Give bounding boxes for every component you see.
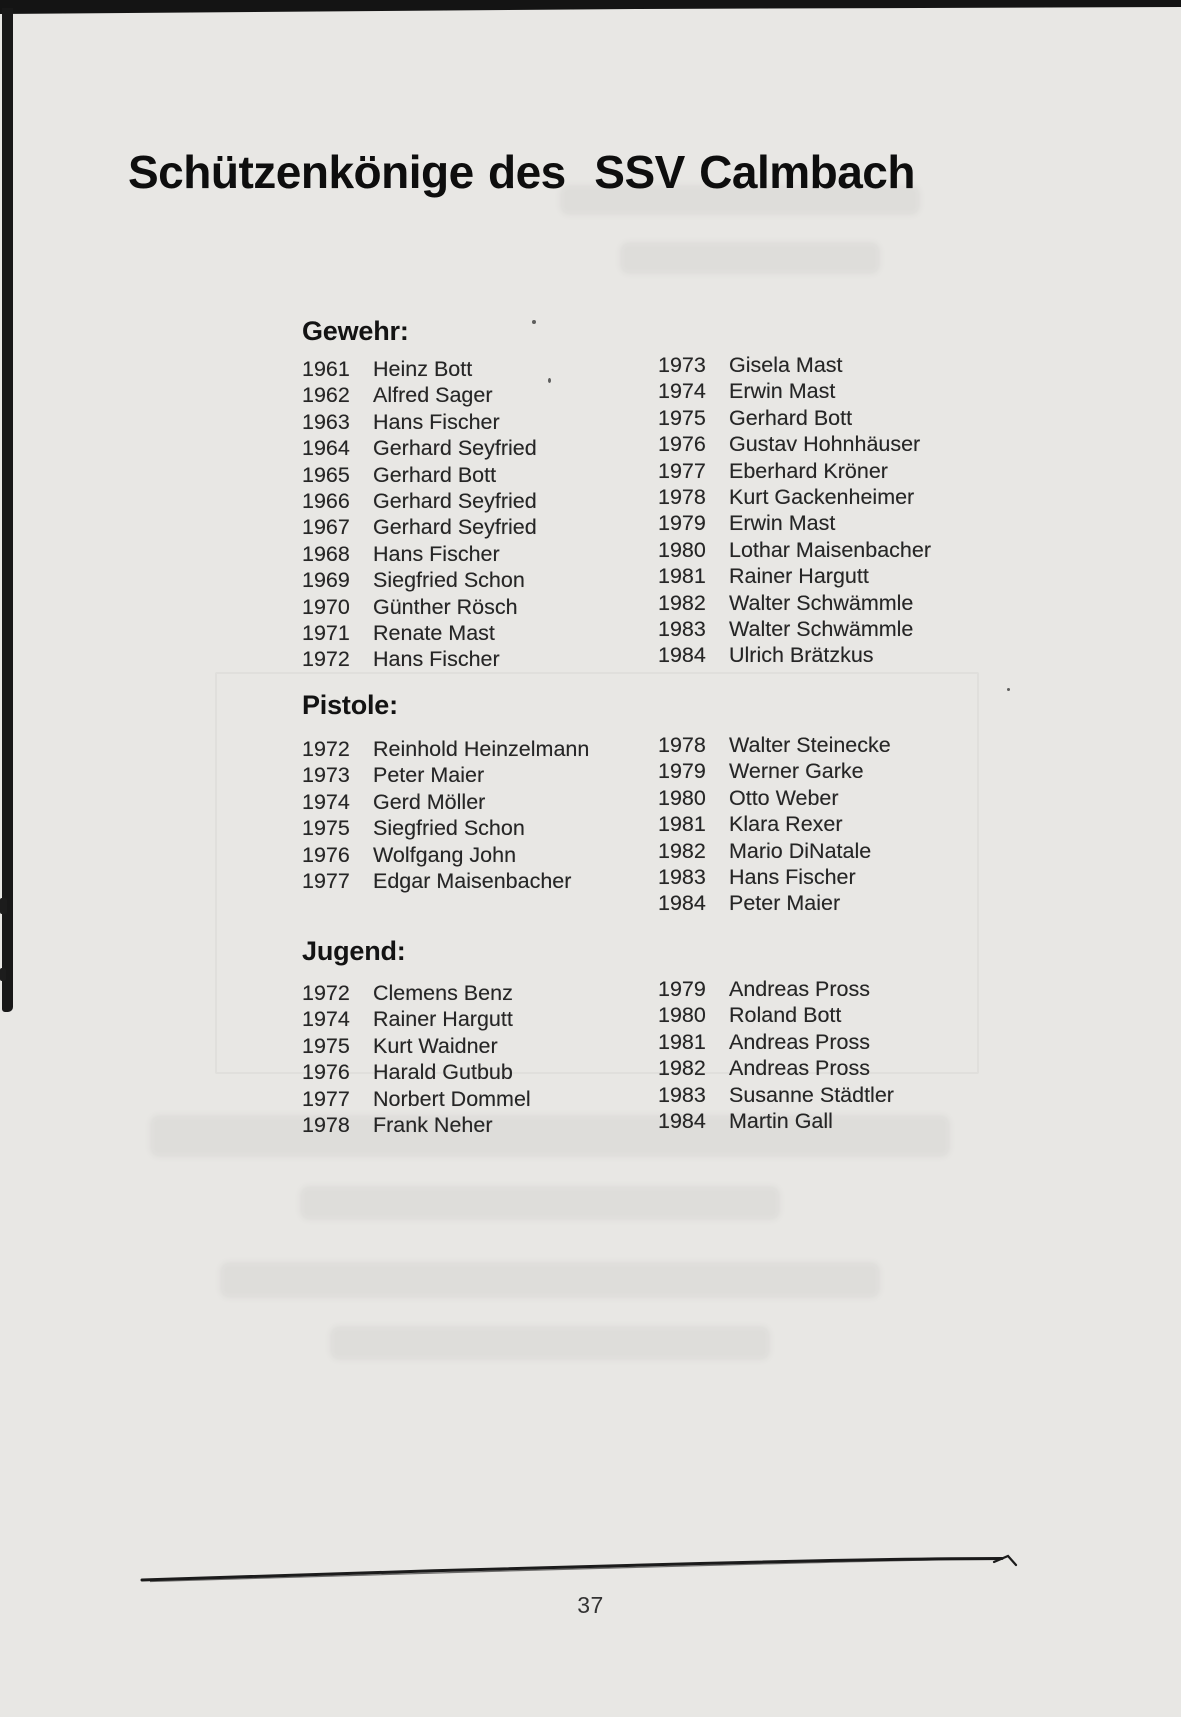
winner-year: 1984 [658,1109,706,1134]
winner-year: 1973 [302,763,350,788]
winner-row [658,431,1058,457]
winner-row [658,864,1058,890]
winner-year: 1966 [302,489,350,514]
winner-year: 1984 [658,891,706,916]
winner-name: Frank Neher [373,1113,493,1138]
winner-name: Gerhard Seyfried [373,436,537,461]
winner-name: Erwin Mast [729,511,836,536]
winner-name: Renate Mast [373,621,495,646]
winner-row [658,616,1058,642]
scan-edge-left-strip [2,8,13,1012]
winner-name: Kurt Waidner [373,1033,498,1058]
winner-name: Peter Maier [729,891,841,916]
winner-name: Gisela Mast [729,353,843,377]
winner-row [658,510,1058,536]
winner-row [302,1033,642,1059]
winner-row [658,484,1058,510]
scan-edge-mark [0,968,6,981]
winner-name: Walter Schwämmle [729,590,914,615]
winner-row [302,620,642,646]
winner-year: 1975 [302,1033,350,1058]
winner-year: 1961 [302,357,350,381]
winner-row [658,838,1058,864]
winner-row [302,409,642,435]
winner-name: Mario DiNatale [729,838,872,863]
winner-name: Siegfried Schon [373,568,525,593]
winner-name: Reinhold Heinzelmann [373,737,590,761]
winner-row [302,646,642,672]
winner-year: 1980 [658,785,706,810]
winner-year: 1972 [302,647,350,672]
winner-year: 1965 [302,462,350,487]
winner-name: Martin Gall [729,1109,833,1134]
winner-name: Andreas Pross [729,1029,871,1054]
winner-row [658,1055,1058,1081]
winner-year: 1979 [658,511,706,536]
winner-name: Heinz Bott [373,357,473,381]
scan-edge-top-bar [0,0,1181,14]
winner-name: Günther Rösch [373,594,518,619]
winner-year: 1984 [658,643,706,668]
winner-year: 1972 [302,737,350,761]
winner-row [658,642,1058,668]
winner-year: 1977 [302,1086,350,1111]
winners-column-left [302,736,642,894]
winner-year: 1975 [658,405,706,430]
winner-name: Gerhard Bott [729,405,853,430]
winner-name: Gerhard Bott [373,462,497,487]
winner-row [658,405,1058,431]
winner-name: Rainer Hargutt [729,564,869,589]
winner-name: Norbert Dommel [373,1086,531,1111]
section-heading: Pistole: [302,690,398,720]
winner-row [302,435,642,461]
bleed-through-artifact [220,1262,880,1298]
winner-year: 1976 [658,432,706,457]
winner-row [302,541,642,567]
winner-year: 1964 [302,436,350,461]
winner-year: 1982 [658,1056,706,1081]
page-title: Schützenkönige des SSV Calmbach [128,145,915,198]
winner-name: Harald Gutbub [373,1060,513,1085]
bleed-through-artifact [620,242,880,274]
winner-row [302,1059,642,1085]
winner-row [302,815,642,841]
winner-row [302,1112,642,1138]
scan-speck [1007,688,1010,691]
winner-name: Andreas Pross [729,977,871,1001]
winner-name: Gerhard Seyfried [373,489,537,514]
winner-year: 1977 [302,869,350,894]
winner-name: Lothar Maisenbacher [729,537,931,562]
winner-name: Hans Fischer [729,865,856,890]
winner-row [658,758,1058,784]
winner-name: Siegfried Schon [373,816,525,841]
winner-year: 1981 [658,812,706,837]
winner-year: 1968 [302,541,350,566]
winner-year: 1970 [302,594,350,619]
winner-year: 1977 [658,458,706,483]
winner-name: Peter Maier [373,763,485,788]
winner-row [302,594,642,620]
winner-row [658,352,1058,378]
winner-name: Werner Garke [729,759,864,784]
winner-name: Gustav Hohnhäuser [729,432,921,457]
winner-name: Gerd Möller [373,789,486,814]
bleed-through-artifact [300,1186,780,1220]
winner-row [658,732,1058,758]
winners-column-right [658,976,1058,1134]
winner-name: Andreas Pross [729,1056,871,1081]
winners-column-right [658,352,1058,669]
winner-year: 1979 [658,977,706,1001]
winner-name: Alfred Sager [373,383,493,408]
winner-row [658,1108,1058,1134]
winner-name: Kurt Gackenheimer [729,485,915,510]
winner-row [302,488,642,514]
winner-name: Rainer Hargutt [373,1007,513,1032]
winner-name: Otto Weber [729,785,839,810]
winner-name: Hans Fischer [373,409,500,434]
winner-year: 1972 [302,981,350,1005]
winner-name: Hans Fischer [373,541,500,566]
winner-name: Eberhard Kröner [729,458,888,483]
winner-row [658,890,1058,916]
winner-row [658,537,1058,563]
winner-year: 1978 [658,485,706,510]
winners-column-left [302,356,642,673]
winner-year: 1982 [658,838,706,863]
winner-row [658,563,1058,589]
winner-row [302,762,642,788]
winner-row [302,567,642,593]
scan-edge-mark [0,898,7,914]
winner-name: Wolfgang John [373,842,517,867]
scan-speck [532,320,536,324]
winner-year: 1978 [658,733,706,757]
winner-row [302,736,642,762]
winner-year: 1974 [658,379,706,404]
winner-year: 1983 [658,617,706,642]
winner-row [658,1002,1058,1028]
winner-name: Walter Steinecke [729,733,891,757]
winner-year: 1981 [658,1029,706,1054]
winner-row [658,590,1058,616]
winner-row [658,1029,1058,1055]
page-number: 37 [577,1592,604,1618]
winner-year: 1962 [302,383,350,408]
winners-column-right [658,732,1058,917]
winner-row [302,980,642,1006]
winner-year: 1974 [302,789,350,814]
winner-name: Gerhard Seyfried [373,515,537,540]
section-heading: Jugend: [302,936,406,966]
winner-year: 1976 [302,1060,350,1085]
winner-row [658,976,1058,1002]
winner-year: 1980 [658,537,706,562]
winner-name: Walter Schwämmle [729,617,914,642]
winner-row [658,811,1058,837]
winner-year: 1980 [658,1003,706,1028]
winner-name: Hans Fischer [373,647,500,672]
winner-year: 1975 [302,816,350,841]
winner-year: 1969 [302,568,350,593]
winner-name: Ulrich Brätzkus [729,643,874,668]
winner-name: Susanne Städtler [729,1082,894,1107]
winner-name: Erwin Mast [729,379,836,404]
winner-row [302,1086,642,1112]
winner-row [302,382,642,408]
section-heading: Gewehr: [302,316,409,346]
winner-row [302,356,642,382]
winner-year: 1978 [302,1113,350,1138]
winner-row [302,842,642,868]
winner-name: Klara Rexer [729,812,843,837]
winner-row [302,462,642,488]
winner-year: 1963 [302,409,350,434]
bleed-through-artifact [330,1326,770,1360]
winner-row [658,785,1058,811]
winner-year: 1983 [658,1082,706,1107]
winner-year: 1983 [658,865,706,890]
winner-year: 1971 [302,621,350,646]
winner-name: Edgar Maisenbacher [373,869,572,894]
winner-year: 1967 [302,515,350,540]
winner-row [302,868,642,894]
winner-row [302,789,642,815]
winner-name: Roland Bott [729,1003,842,1028]
winner-year: 1974 [302,1007,350,1032]
winner-year: 1981 [658,564,706,589]
winner-row [658,458,1058,484]
winner-row [302,514,642,540]
winners-column-left [302,980,642,1138]
winner-row [302,1006,642,1032]
winner-year: 1976 [302,842,350,867]
winner-year: 1973 [658,353,706,377]
winner-row [658,1082,1058,1108]
winner-year: 1979 [658,759,706,784]
winner-year: 1982 [658,590,706,615]
winner-row [658,378,1058,404]
winner-name: Clemens Benz [373,981,513,1005]
